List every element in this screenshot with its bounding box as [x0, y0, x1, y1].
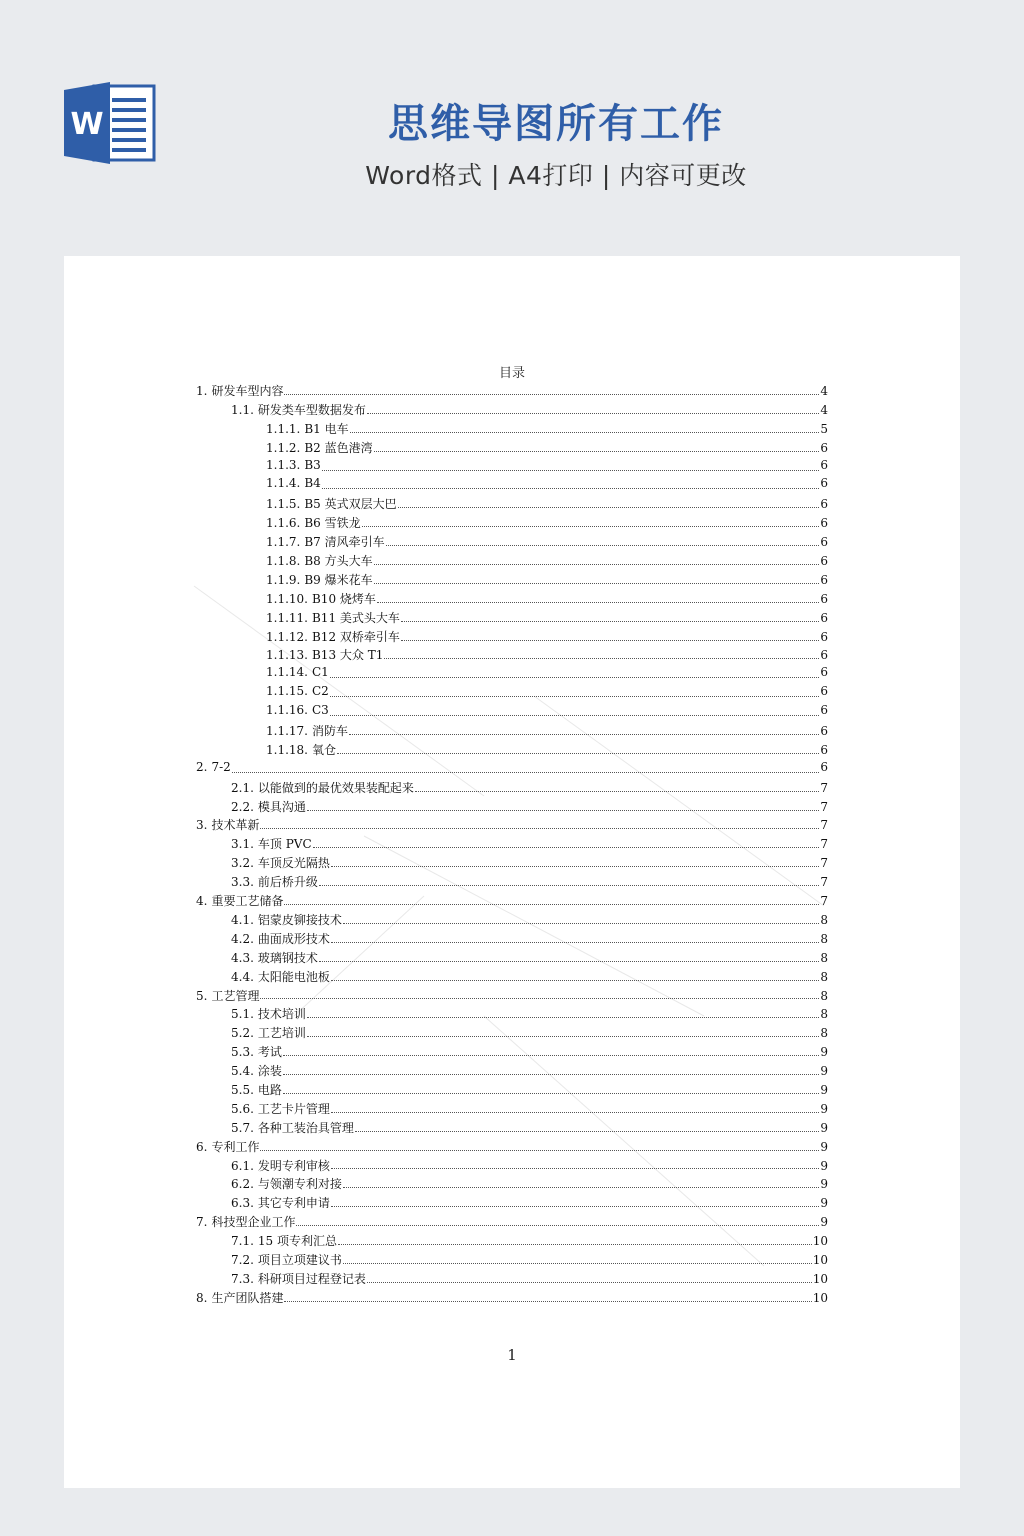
toc-entry[interactable]	[196, 760, 828, 779]
toc-entry[interactable]	[196, 1270, 828, 1289]
toc-entry-number: 1.1.9.	[266, 572, 301, 587]
toc-entry[interactable]	[196, 949, 828, 968]
toc-entry-page: 9	[820, 1082, 828, 1097]
toc-dot-leader	[331, 1112, 819, 1113]
toc-entry[interactable]	[196, 609, 828, 628]
toc-entry-page: 5	[820, 421, 828, 436]
toc-entry-title: B13 大众 T1	[311, 648, 384, 663]
toc-entry-page: 4	[820, 402, 828, 417]
toc-entry-number: 4.2.	[231, 931, 254, 946]
toc-entry[interactable]	[196, 892, 828, 911]
toc-dot-leader	[260, 1150, 819, 1151]
toc-entry-title: 生产团队搭建	[211, 1290, 284, 1305]
toc-entry[interactable]	[196, 1194, 828, 1213]
toc-entry-number: 1.1.14.	[266, 665, 308, 680]
toc-dot-leader	[260, 998, 819, 999]
toc-dot-leader	[415, 791, 819, 792]
toc-entry-title: B4	[304, 476, 321, 491]
toc-entry[interactable]	[196, 779, 828, 798]
toc-dot-leader	[313, 847, 819, 848]
toc-entry-title: 车顶反光隔热	[257, 856, 330, 871]
toc-entry-title: 模具沟通	[257, 799, 306, 814]
toc-entry-title: 其它专利申请	[257, 1196, 330, 1211]
toc-entry[interactable]	[196, 1138, 828, 1157]
toc-dot-leader	[367, 1282, 812, 1283]
toc-dot-leader	[330, 696, 819, 697]
toc-dot-leader	[307, 1017, 819, 1018]
toc-dot-leader	[343, 1263, 812, 1264]
toc-entry-title: 涂装	[257, 1064, 282, 1079]
toc-entry-title: 技术革新	[211, 818, 260, 833]
toc-dot-leader	[260, 828, 819, 829]
toc-entry-title: 科研项目过程登记表	[257, 1271, 366, 1286]
toc-entry-page: 9	[820, 1101, 828, 1116]
toc-dot-leader	[322, 488, 819, 489]
toc-entry-number: 8.	[196, 1290, 208, 1305]
toc-entry-title: B2 蓝色港湾	[304, 440, 373, 455]
toc-entry[interactable]	[196, 1005, 828, 1024]
toc-entry[interactable]	[196, 571, 828, 590]
toc-entry-title: 玻璃钢技术	[257, 950, 318, 965]
toc-dot-leader	[367, 413, 819, 414]
document-page	[64, 256, 960, 1488]
toc-entry[interactable]	[196, 1157, 828, 1176]
toc-entry[interactable]	[196, 1100, 828, 1119]
toc-entry-title: B11 美式头大车	[311, 610, 400, 625]
toc-entry-title: 考试	[257, 1045, 282, 1060]
toc-entry-number: 1.1.13.	[266, 648, 308, 663]
toc-entry-number: 5.2.	[231, 1026, 254, 1041]
toc-entry-page: 9	[820, 1120, 828, 1135]
toc-entry-title: 工艺卡片管理	[257, 1101, 330, 1116]
toc-entry-page: 6	[820, 684, 828, 699]
toc-entry-page: 10	[812, 1271, 828, 1286]
toc-dot-leader	[284, 394, 819, 395]
page-number: 1	[507, 1346, 517, 1364]
toc-entry-title: B7 清风牵引车	[304, 535, 385, 550]
toc-entry-number: 2.	[196, 759, 208, 774]
toc-entry-title: 消防车	[311, 724, 348, 739]
toc-dot-leader	[283, 1093, 819, 1094]
toc-dot-leader	[284, 904, 819, 905]
toc-dot-leader	[283, 1055, 819, 1056]
toc-entry-number: 1.1.2.	[266, 440, 301, 455]
toc-entry[interactable]	[196, 1062, 828, 1081]
toc-entry-number: 1.1.	[231, 402, 254, 417]
toc-entry-title: 以能做到的最优效果装配起来	[257, 780, 414, 795]
toc-entry-page: 8	[820, 931, 828, 946]
toc-entry-number: 4.3.	[231, 950, 254, 965]
toc-entry-page: 6	[820, 516, 828, 531]
toc-entry-number: 1.1.3.	[266, 457, 301, 472]
toc-entry-page: 7	[820, 837, 828, 852]
toc-entry-page: 6	[820, 554, 828, 569]
toc-dot-leader	[331, 1206, 819, 1207]
toc-dot-leader	[362, 526, 819, 527]
toc-entry-title: B10 烧烤车	[311, 591, 376, 606]
toc-entry-page: 7	[820, 818, 828, 833]
toc-dot-leader	[343, 1187, 819, 1188]
toc-entry-number: 7.2.	[231, 1252, 254, 1267]
toc-entry-page: 6	[820, 742, 828, 757]
toc-entry-page: 6	[820, 476, 828, 491]
toc-entry-number: 3.	[196, 818, 208, 833]
toc-entry-title: B6 雪铁龙	[304, 516, 361, 531]
toc-entry-number: 1.1.15.	[266, 684, 308, 699]
toc-entry-page: 6	[820, 703, 828, 718]
toc-entry-page: 8	[820, 988, 828, 1003]
toc-entry-page: 8	[820, 950, 828, 965]
toc-entry-page: 10	[812, 1234, 828, 1249]
toc-entry-page: 9	[820, 1158, 828, 1173]
toc-entry-number: 2.2.	[231, 799, 254, 814]
toc-entry-page: 7	[820, 780, 828, 795]
toc-entry-number: 4.	[196, 894, 208, 909]
toc-entry[interactable]	[196, 911, 828, 930]
toc-entry-number: 5.7.	[231, 1120, 254, 1135]
table-of-contents	[196, 382, 828, 1308]
toc-entry-number: 1.1.16.	[266, 703, 308, 718]
toc-entry-number: 6.2.	[231, 1177, 254, 1192]
toc-entry-page: 8	[820, 1007, 828, 1022]
toc-entry-number: 1.1.12.	[266, 629, 308, 644]
toc-entry-page: 7	[820, 875, 828, 890]
toc-entry-page: 4	[820, 384, 828, 398]
toc-entry-title: 7-2	[211, 759, 231, 774]
toc-entry-number: 4.1.	[231, 912, 254, 927]
toc-entry-title: 电路	[257, 1082, 282, 1097]
toc-entry-number: 3.2.	[231, 856, 254, 871]
toc-entry[interactable]	[196, 495, 828, 514]
toc-entry-title: 项目立项建议书	[257, 1252, 342, 1267]
toc-entry-title: 研发类车型数据发布	[257, 402, 366, 417]
toc-dot-leader	[296, 1225, 819, 1226]
toc-entry-page: 10	[812, 1252, 828, 1267]
toc-dot-leader	[386, 545, 819, 546]
toc-entry[interactable]	[196, 722, 828, 741]
toc-dot-leader	[307, 1036, 819, 1037]
toc-entry-number: 1.1.4.	[266, 476, 301, 491]
toc-entry-page: 6	[820, 648, 828, 663]
toc-entry[interactable]	[196, 1024, 828, 1043]
toc-entry-number: 1.1.10.	[266, 591, 308, 606]
toc-entry-title: C3	[311, 703, 329, 718]
toc-entry[interactable]	[196, 439, 828, 458]
toc-entry[interactable]	[196, 816, 828, 835]
toc-entry-title: 与领潮专利对接	[257, 1177, 342, 1192]
toc-entry-page: 8	[820, 912, 828, 927]
toc-entry-number: 5.5.	[231, 1082, 254, 1097]
toc-entry-title: B1 电车	[304, 421, 349, 436]
toc-entry[interactable]	[196, 1043, 828, 1062]
toc-entry-page: 8	[820, 1026, 828, 1041]
toc-entry-page: 7	[820, 894, 828, 909]
toc-entry-title: B5 英式双层大巴	[304, 497, 397, 512]
toc-entry-number: 5.4.	[231, 1064, 254, 1079]
toc-entry-page: 6	[820, 591, 828, 606]
toc-entry-page: 6	[820, 497, 828, 512]
toc-dot-leader	[337, 753, 819, 754]
toc-dot-leader	[283, 1074, 819, 1075]
toc-entry-number: 4.4.	[231, 969, 254, 984]
toc-entry-title: 发明专利审核	[257, 1158, 330, 1173]
toc-entry[interactable]	[196, 1232, 828, 1251]
toc-entry-page: 9	[820, 1196, 828, 1211]
toc-dot-leader	[330, 677, 819, 678]
toc-dot-leader	[377, 602, 819, 603]
toc-dot-leader	[384, 658, 819, 659]
toc-entry-title: B8 方头大车	[304, 554, 373, 569]
toc-dot-leader	[350, 432, 819, 433]
toc-entry[interactable]	[196, 1251, 828, 1270]
toc-entry[interactable]	[196, 458, 828, 477]
toc-entry[interactable]	[196, 476, 828, 495]
toc-entry-page: 6	[820, 457, 828, 472]
toc-dot-leader	[330, 715, 819, 716]
toc-entry-page: 8	[820, 969, 828, 984]
toc-entry-page: 6	[820, 665, 828, 680]
toc-entry[interactable]	[196, 1081, 828, 1100]
toc-entry-number: 7.3.	[231, 1271, 254, 1286]
toc-entry[interactable]	[196, 646, 828, 665]
toc-dot-leader	[284, 1301, 811, 1302]
toc-entry-page: 6	[820, 629, 828, 644]
toc-entry-page: 6	[820, 610, 828, 625]
toc-entry[interactable]	[196, 1213, 828, 1232]
toc-dot-leader	[349, 734, 819, 735]
toc-entry[interactable]	[196, 514, 828, 533]
toc-dot-leader	[374, 564, 819, 565]
toc-entry-page: 6	[820, 759, 828, 774]
toc-entry[interactable]	[196, 968, 828, 987]
toc-entry-title: 工艺培训	[257, 1026, 306, 1041]
toc-entry-number: 6.1.	[231, 1158, 254, 1173]
toc-entry-title: 曲面成形技术	[257, 931, 330, 946]
toc-entry[interactable]	[196, 533, 828, 552]
toc-entry-title: 各种工装治具管理	[257, 1120, 354, 1135]
toc-dot-leader	[355, 1131, 819, 1132]
toc-entry[interactable]	[196, 590, 828, 609]
toc-dot-leader	[401, 621, 819, 622]
toc-dot-leader	[331, 980, 819, 981]
toc-entry-number: 3.3.	[231, 875, 254, 890]
toc-entry-number: 1.	[196, 384, 208, 398]
toc-entry-number: 1.1.5.	[266, 497, 301, 512]
toc-entry[interactable]	[196, 835, 828, 854]
toc-dot-leader	[374, 451, 819, 452]
toc-dot-leader	[401, 640, 819, 641]
toc-entry-title: 研发车型内容	[211, 384, 284, 398]
toc-entry-title: 铝蒙皮铆接技术	[257, 912, 342, 927]
promo-header	[0, 0, 1024, 250]
toc-dot-leader	[319, 885, 819, 886]
toc-entry-number: 5.3.	[231, 1045, 254, 1060]
toc-entry-page: 10	[812, 1290, 828, 1305]
toc-entry-title: 前后桥升级	[257, 875, 318, 890]
toc-entry-number: 3.1.	[231, 837, 254, 852]
toc-entry-page: 7	[820, 856, 828, 871]
toc-entry-number: 1.1.17.	[266, 724, 308, 739]
toc-entry[interactable]	[196, 987, 828, 1006]
toc-dot-leader	[398, 507, 819, 508]
toc-entry[interactable]	[196, 873, 828, 892]
toc-entry-title: 车顶 PVC	[257, 837, 312, 852]
toc-entry-number: 1.1.6.	[266, 516, 301, 531]
toc-entry-page: 9	[820, 1045, 828, 1060]
toc-entry-title: 工艺管理	[211, 988, 260, 1003]
toc-title: 目录	[498, 366, 525, 381]
toc-entry[interactable]	[196, 665, 828, 684]
toc-entry-page: 9	[820, 1139, 828, 1154]
toc-entry-number: 7.	[196, 1215, 208, 1230]
toc-entry-number: 6.3.	[231, 1196, 254, 1211]
toc-entry-page: 9	[820, 1177, 828, 1192]
toc-entry[interactable]	[196, 798, 828, 817]
toc-entry-title: 技术培训	[257, 1007, 306, 1022]
toc-entry-title: C2	[311, 684, 329, 699]
toc-entry[interactable]	[196, 552, 828, 571]
toc-entry[interactable]	[196, 930, 828, 949]
toc-entry[interactable]	[196, 1119, 828, 1138]
toc-entry-number: 2.1.	[231, 780, 254, 795]
toc-entry-title: 重要工艺储备	[211, 894, 284, 909]
toc-entry-number: 1.1.18.	[266, 742, 308, 757]
toc-entry[interactable]	[196, 401, 828, 420]
toc-entry[interactable]	[196, 1175, 828, 1194]
toc-dot-leader	[322, 470, 819, 471]
toc-entry-number: 1.1.11.	[266, 610, 308, 625]
toc-entry-page: 7	[820, 799, 828, 814]
toc-entry-page: 6	[820, 440, 828, 455]
toc-entry-number: 1.1.1.	[266, 421, 301, 436]
toc-entry-title: 太阳能电池板	[257, 969, 330, 984]
toc-dot-leader	[343, 923, 819, 924]
toc-entry-number: 5.1.	[231, 1007, 254, 1022]
toc-dot-leader	[331, 942, 819, 943]
toc-entry-number: 1.1.7.	[266, 535, 301, 550]
toc-entry[interactable]	[196, 684, 828, 703]
toc-entry-title: B3	[304, 457, 321, 472]
toc-entry[interactable]	[196, 382, 828, 401]
toc-dot-leader	[331, 1168, 819, 1169]
toc-entry-number: 5.	[196, 988, 208, 1003]
toc-dot-leader	[319, 961, 819, 962]
toc-entry-number: 1.1.8.	[266, 554, 301, 569]
toc-entry-page: 9	[820, 1064, 828, 1079]
toc-entry[interactable]	[196, 628, 828, 647]
toc-entry-page: 6	[820, 535, 828, 550]
toc-entry[interactable]	[196, 1289, 828, 1308]
toc-entry-title: 科技型企业工作	[211, 1215, 296, 1230]
toc-entry-title: B12 双桥牵引车	[311, 629, 400, 644]
toc-entry-title: 15 项专利汇总	[257, 1234, 337, 1249]
toc-entry-page: 6	[820, 724, 828, 739]
toc-entry-page: 6	[820, 572, 828, 587]
svg-text:W: W	[70, 107, 104, 142]
toc-entry[interactable]	[196, 420, 828, 439]
toc-dot-leader	[338, 1244, 812, 1245]
toc-dot-leader	[374, 583, 819, 584]
toc-entry[interactable]	[196, 854, 828, 873]
toc-entry-number: 7.1.	[231, 1234, 254, 1249]
toc-dot-leader	[307, 810, 819, 811]
toc-dot-leader	[331, 866, 819, 867]
toc-entry-title: 氧仓	[311, 742, 336, 757]
toc-entry-number: 6.	[196, 1139, 208, 1154]
toc-entry-title: 专利工作	[211, 1139, 260, 1154]
word-document-icon	[64, 82, 156, 164]
toc-entry-title: C1	[311, 665, 329, 680]
page-subtitle: Word格式 | A4打印 | 内容可更改	[365, 161, 747, 190]
toc-dot-leader	[232, 772, 819, 773]
toc-entry-title: B9 爆米花车	[304, 572, 373, 587]
toc-entry[interactable]	[196, 703, 828, 722]
page-title: 思维导图所有工作	[388, 101, 724, 147]
toc-entry[interactable]	[196, 741, 828, 760]
toc-entry-number: 5.6.	[231, 1101, 254, 1116]
toc-entry-page: 9	[820, 1215, 828, 1230]
